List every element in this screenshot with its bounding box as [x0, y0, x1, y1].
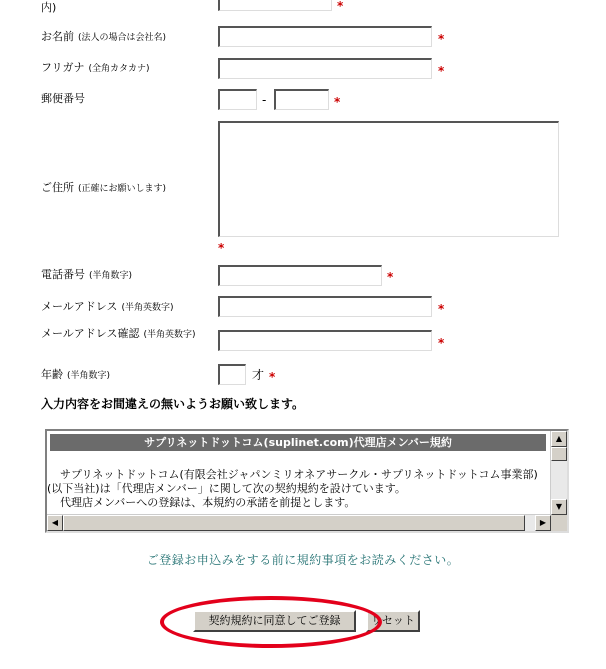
postal-label: 郵便番号: [41, 92, 85, 105]
postal-code-first-input[interactable]: [218, 89, 257, 110]
furigana-label-text: フリガナ: [41, 61, 85, 74]
postal-code-second-input[interactable]: [274, 89, 329, 110]
terms-title: サプリネットドットコム(suplinet.com)代理店メンバー規約: [50, 434, 546, 451]
scroll-left-icon[interactable]: ◀: [47, 515, 63, 531]
age-input[interactable]: [218, 364, 246, 385]
terms-textarea[interactable]: [45, 429, 569, 533]
email-confirm-note: (半角英数字): [143, 330, 196, 340]
required-mark: *: [337, 0, 344, 13]
name-label: [41, 30, 166, 45]
terms-line: 代理店メンバーへの登録は、本規約の承諾を前提とします。: [60, 496, 356, 509]
terms-body: [47, 468, 548, 510]
phone-input[interactable]: [218, 265, 382, 286]
furigana-input[interactable]: [218, 58, 432, 79]
horizontal-scroll-thumb[interactable]: [63, 515, 525, 531]
age-label: [41, 368, 110, 383]
scroll-thumb[interactable]: [551, 447, 567, 461]
name-note: (法人の場合は会社名): [78, 33, 167, 43]
required-mark: *: [269, 370, 276, 384]
read-terms-note: ご登録お申込みをする前に規約事項をお読みください。: [146, 553, 460, 567]
email-note: (半角英数字): [121, 303, 174, 313]
required-mark: *: [438, 302, 445, 316]
scroll-right-icon[interactable]: ▶: [535, 515, 551, 531]
required-mark: *: [218, 241, 225, 255]
partial-field-label: 内): [41, 1, 57, 14]
email-confirm-input[interactable]: [218, 330, 432, 351]
scroll-down-icon[interactable]: ▼: [551, 499, 567, 515]
furigana-note: (全角カタカナ): [88, 64, 150, 74]
address-textarea[interactable]: [218, 121, 559, 237]
terms-line: (以下当社)は「代理店メンバー」に関して次の契約規約を設けています。: [47, 482, 406, 495]
email-label: [41, 300, 173, 315]
age-note: (半角数字): [67, 371, 111, 381]
name-input[interactable]: [218, 26, 432, 47]
required-mark: *: [387, 270, 394, 284]
terms-line: サプリネットドットコム(有限会社ジャパンミリオネアサークル・サプリネットドットコム事業部): [60, 468, 538, 481]
address-label-text: ご住所: [41, 181, 74, 194]
scrollbar-corner: [551, 515, 567, 531]
address-label: [41, 181, 166, 196]
terms-horizontal-scrollbar[interactable]: [47, 514, 551, 531]
phone-label-text: 電話番号: [41, 268, 85, 281]
phone-note: (半角数字): [89, 271, 133, 281]
email-confirm-label-text: メールアドレス確認: [41, 327, 140, 340]
terms-vertical-scrollbar[interactable]: [550, 431, 567, 515]
required-mark: *: [438, 64, 445, 78]
reset-button[interactable]: リセット: [366, 610, 420, 632]
required-mark: *: [438, 32, 445, 46]
partial-top-input[interactable]: [218, 0, 332, 11]
scroll-up-icon[interactable]: ▲: [551, 431, 567, 447]
required-mark: *: [438, 336, 445, 350]
name-label-text: お名前: [41, 30, 74, 43]
postal-dash: -: [262, 93, 267, 107]
age-label-text: 年齢: [41, 368, 63, 381]
agree-register-button[interactable]: 契約規約に同意してご登録: [193, 610, 356, 632]
email-label-text: メールアドレス: [41, 300, 118, 313]
age-unit: 才: [252, 368, 265, 382]
email-input[interactable]: [218, 296, 432, 317]
address-note: (正確にお願いします): [78, 184, 167, 194]
phone-label: [41, 268, 132, 283]
furigana-label: [41, 61, 149, 76]
check-input-note: 入力内容をお間違えの無いようお願い致します。: [41, 397, 305, 411]
email-confirm-label: [41, 327, 209, 342]
required-mark: *: [334, 95, 341, 109]
